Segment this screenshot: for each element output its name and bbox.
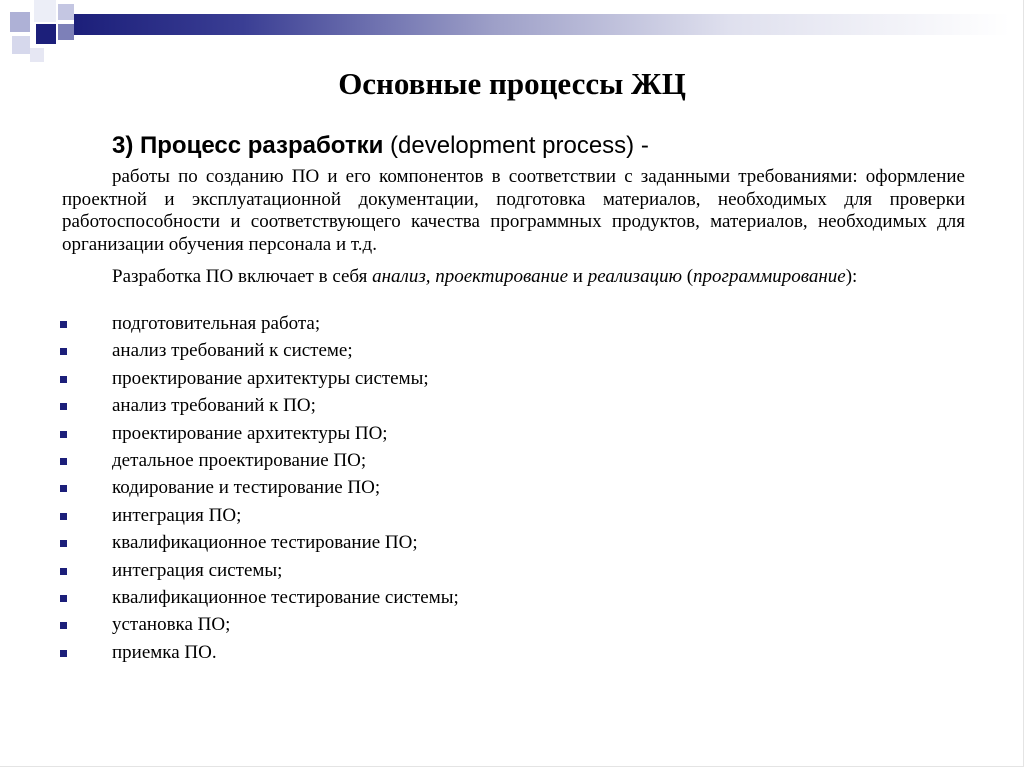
list-item-text: интеграция ПО; bbox=[112, 504, 242, 526]
list-item-text: квалификационное тестирование системы; bbox=[112, 586, 459, 608]
bullet-icon bbox=[60, 650, 67, 657]
list-item-text: приемка ПО. bbox=[112, 641, 217, 663]
subtitle-bold: 3) Процесс разработки bbox=[112, 132, 384, 159]
list-item-text: анализ требований к ПО; bbox=[112, 395, 316, 417]
bullet-icon bbox=[60, 376, 67, 383]
paragraph-includes bbox=[62, 266, 965, 289]
bullet-icon bbox=[60, 403, 67, 410]
header-gradient-bar bbox=[74, 14, 1010, 35]
list-item-text: анализ требований к системе; bbox=[112, 340, 353, 362]
list-item-text: интеграция системы; bbox=[112, 559, 283, 581]
list-item-text: установка ПО; bbox=[112, 614, 231, 636]
slide-subtitle bbox=[112, 132, 649, 160]
p2-prog: программирование bbox=[693, 266, 846, 287]
p2-design: проектирование bbox=[435, 266, 569, 287]
list-item-text: квалификационное тестирование ПО; bbox=[112, 532, 418, 554]
list-item-text: подготовительная работа; bbox=[112, 313, 321, 334]
p2-close: ): bbox=[845, 266, 858, 287]
list-item-text: проектирование архитектуры системы; bbox=[112, 367, 429, 389]
decor-square bbox=[36, 24, 56, 44]
slide-title: Основные процессы ЖЦ bbox=[338, 66, 686, 101]
p2-impl: реализацию bbox=[587, 266, 682, 287]
decor-square bbox=[58, 4, 74, 20]
bullet-icon bbox=[60, 321, 67, 328]
decor-square bbox=[58, 24, 74, 40]
bullet-icon bbox=[60, 431, 67, 438]
bullet-icon bbox=[60, 458, 67, 465]
bullet-icon bbox=[60, 568, 67, 575]
paragraph-description: работы по созданию ПО и его компонентов в соответствии с заданными требованиями: оформление проектной и эксплуатационной документации, подготовка материалов, необходимых для проверки работоспособности и соответствующего качества программных продуктов, материалов, необходимых для организации обучения персонала и т.д. bbox=[62, 166, 965, 255]
decor-square bbox=[10, 12, 30, 32]
decor-square bbox=[12, 36, 30, 54]
bullet-icon bbox=[60, 540, 67, 547]
p2-and: и bbox=[568, 266, 588, 287]
decor-square bbox=[30, 48, 44, 62]
list-item-text: проектирование архитектуры ПО; bbox=[112, 422, 388, 444]
list-item-text: кодирование и тестирование ПО; bbox=[112, 477, 381, 499]
bullet-icon bbox=[60, 622, 67, 629]
subtitle-rest: (development process) - bbox=[383, 132, 649, 159]
p2-analysis: анализ, bbox=[372, 266, 431, 287]
bullet-icon bbox=[60, 485, 67, 492]
p2-lead: Разработка ПО включает в себя bbox=[112, 266, 373, 287]
bullet-icon bbox=[60, 595, 67, 602]
bullet-icon bbox=[60, 348, 67, 355]
decor-square bbox=[34, 0, 56, 22]
bullet-icon bbox=[60, 513, 67, 520]
list-item-text: детальное проектирование ПО; bbox=[112, 449, 367, 471]
p2-open: ( bbox=[681, 266, 694, 287]
